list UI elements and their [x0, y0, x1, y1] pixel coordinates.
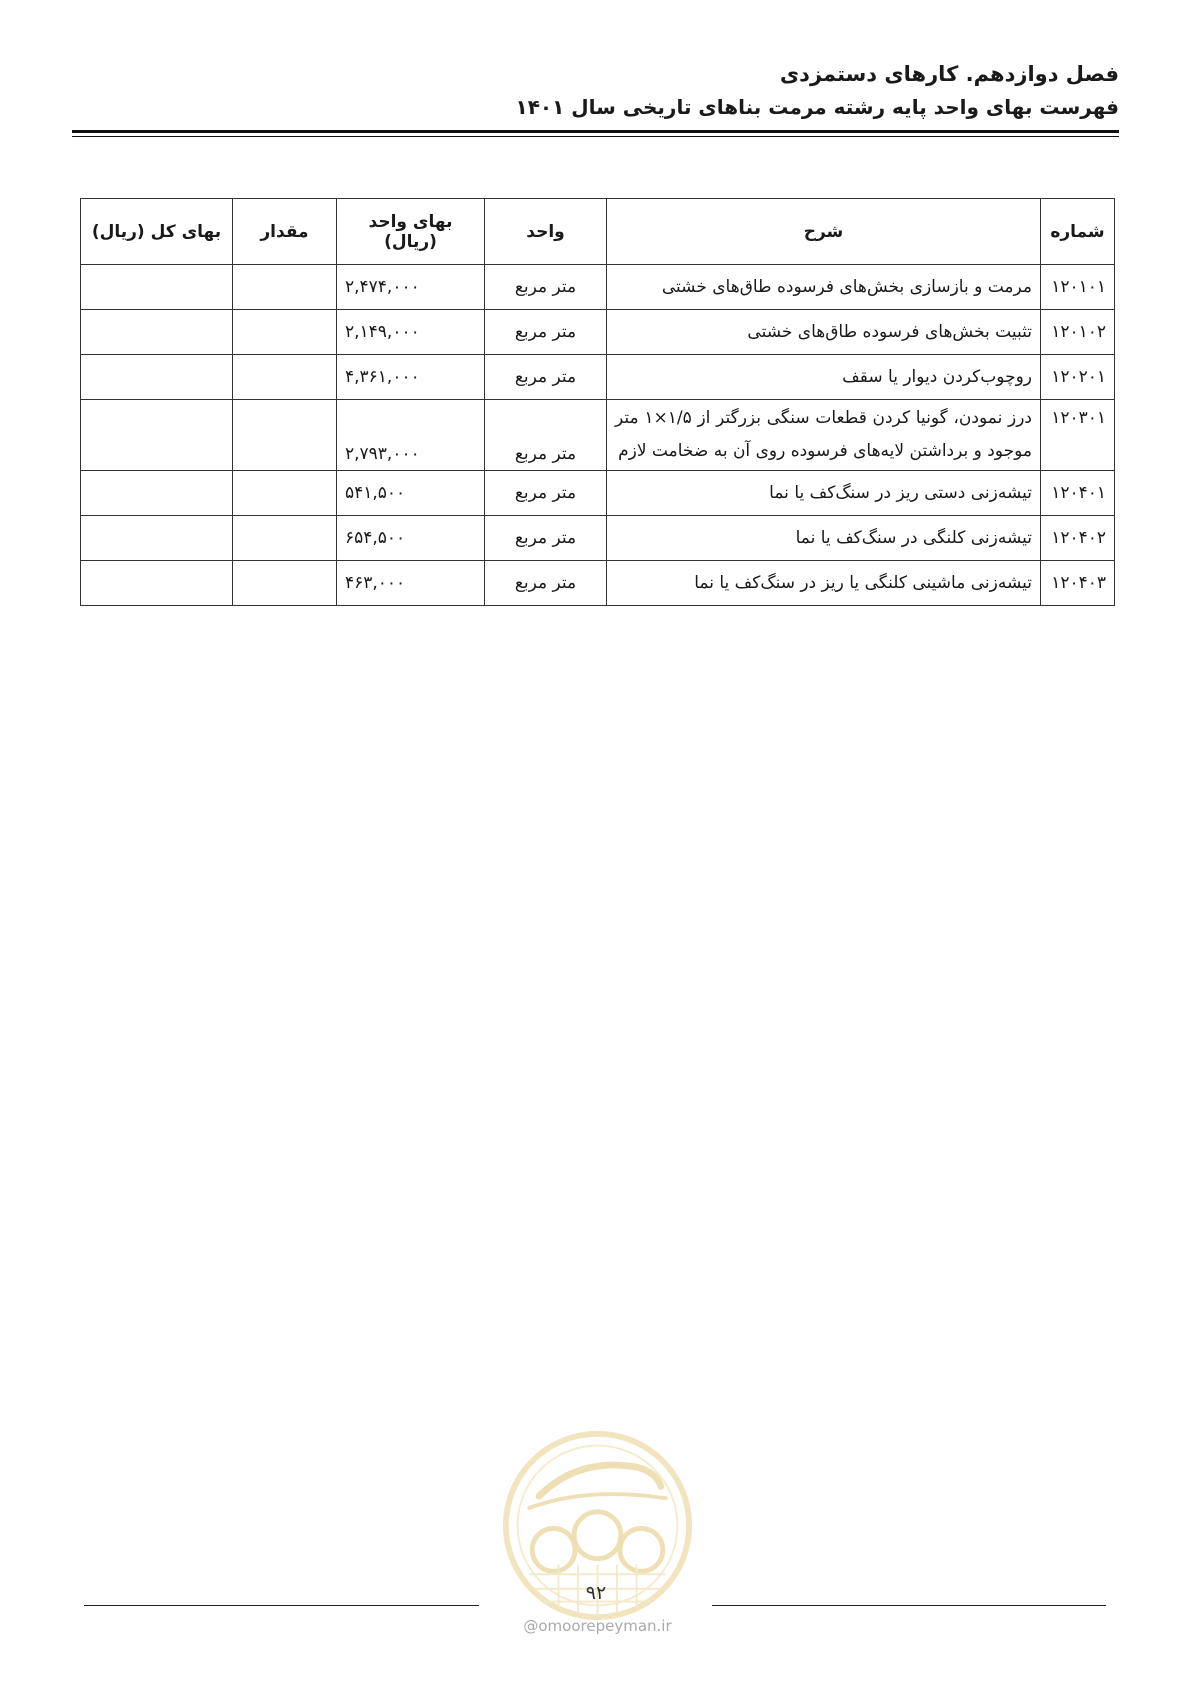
footer-rule-left: [84, 1605, 479, 1606]
row-quantity: [233, 471, 337, 516]
row-code: ۱۲۰۱۰۱: [1041, 265, 1115, 310]
row-unit: متر مربع: [485, 471, 607, 516]
row-code: ۱۲۰۲۰۱: [1041, 355, 1115, 400]
row-unit-price: ۵۴۱,۵۰۰: [337, 471, 485, 516]
row-description: تیشه‌زنی ماشینی کلنگی یا ریز در سنگ‌کف یا نما: [607, 561, 1041, 606]
header-unit: واحد: [485, 199, 607, 265]
table-row: [81, 310, 1115, 355]
row-quantity: [233, 561, 337, 606]
header-rule-thin: [72, 136, 1119, 137]
row-total-price: [81, 310, 233, 355]
row-code: ۱۲۰۱۰۲: [1041, 310, 1115, 355]
page-number: ۹۲: [585, 1582, 607, 1604]
website-watermark: @omoorepeyman.ir: [523, 1617, 672, 1635]
price-list-table: [80, 198, 1115, 606]
row-unit-price: ۲,۷۹۳,۰۰۰: [337, 400, 485, 471]
row-unit-price: ۶۵۴,۵۰۰: [337, 516, 485, 561]
header-total-price: بهای کل (ریال): [81, 199, 233, 265]
row-unit: متر مربع: [485, 400, 607, 471]
row-unit-price: ۴,۳۶۱,۰۰۰: [337, 355, 485, 400]
row-unit: متر مربع: [485, 310, 607, 355]
table-row: [81, 561, 1115, 606]
header-unit-price: بهای واحد (ریال): [337, 199, 485, 265]
row-unit: متر مربع: [485, 516, 607, 561]
document-title: فهرست بهای واحد پایه رشته مرمت بناهای تاریخی سال ۱۴۰۱: [515, 95, 1119, 119]
row-total-price: [81, 516, 233, 561]
row-description: درز نمودن، گونیا کردن قطعات سنگی بزرگتر از ۱/۵×۱ متر موجود و برداشتن لایه‌های فرسوده روی آن به ضخامت لازم: [607, 400, 1041, 471]
table-row: [81, 471, 1115, 516]
row-quantity: [233, 355, 337, 400]
row-quantity: [233, 400, 337, 471]
row-description: روچوب‌کردن دیوار یا سقف: [607, 355, 1041, 400]
footer-rule-right: [712, 1605, 1106, 1606]
row-unit-price: ۲,۱۴۹,۰۰۰: [337, 310, 485, 355]
row-unit: متر مربع: [485, 561, 607, 606]
row-description: تثبیت بخش‌های فرسوده طاق‌های خشتی: [607, 310, 1041, 355]
table-row: [81, 516, 1115, 561]
row-total-price: [81, 265, 233, 310]
table-row: [81, 400, 1115, 471]
header-description: شرح: [607, 199, 1041, 265]
row-quantity: [233, 516, 337, 561]
page-header: [72, 58, 1119, 124]
row-description: تیشه‌زنی دستی ریز در سنگ‌کف یا نما: [607, 471, 1041, 516]
header-rule-thick: [72, 130, 1119, 133]
row-code: ۱۲۰۳۰۱: [1041, 400, 1115, 471]
table-row: [81, 265, 1115, 310]
row-quantity: [233, 265, 337, 310]
row-unit: متر مربع: [485, 355, 607, 400]
row-total-price: [81, 471, 233, 516]
header-quantity: مقدار: [233, 199, 337, 265]
row-description: تیشه‌زنی کلنگی در سنگ‌کف یا نما: [607, 516, 1041, 561]
header-code: شماره: [1041, 199, 1115, 265]
row-unit-price: ۴۶۳,۰۰۰: [337, 561, 485, 606]
chapter-title: فصل دوازدهم. کارهای دستمزدی: [779, 62, 1119, 86]
row-code: ۱۲۰۴۰۳: [1041, 561, 1115, 606]
table-row: [81, 355, 1115, 400]
row-quantity: [233, 310, 337, 355]
row-total-price: [81, 400, 233, 471]
row-code: ۱۲۰۴۰۱: [1041, 471, 1115, 516]
row-code: ۱۲۰۴۰۲: [1041, 516, 1115, 561]
table-header-row: [81, 199, 1115, 265]
row-total-price: [81, 561, 233, 606]
row-description: مرمت و بازسازی بخش‌های فرسوده طاق‌های خشتی: [607, 265, 1041, 310]
row-unit: متر مربع: [485, 265, 607, 310]
row-unit-price: ۲,۴۷۴,۰۰۰: [337, 265, 485, 310]
row-total-price: [81, 355, 233, 400]
